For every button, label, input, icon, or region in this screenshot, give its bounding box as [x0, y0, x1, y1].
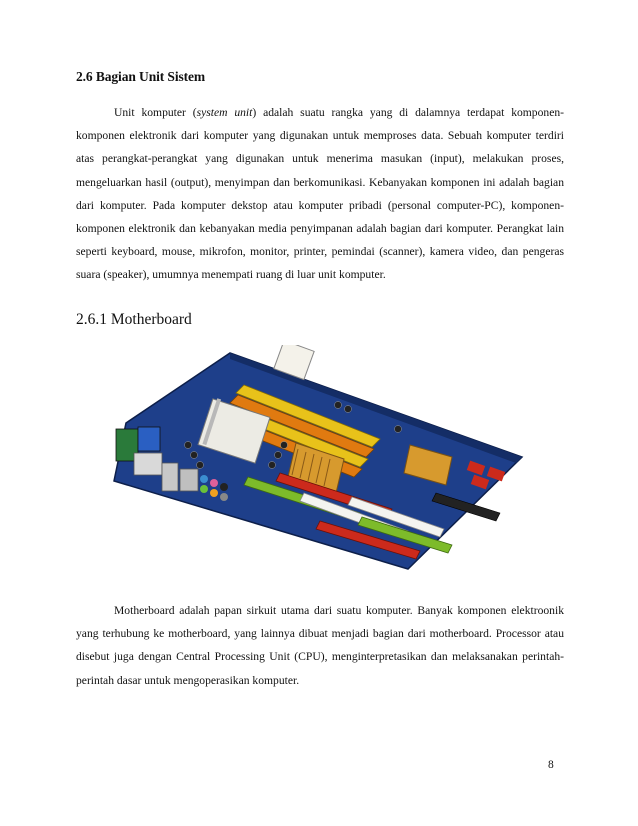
section-heading: 2.6 Bagian Unit Sistem: [76, 69, 206, 84]
paragraph-motherboard: [76, 599, 564, 692]
paragraph-lead: Unit komputer (: [114, 106, 197, 119]
paragraph-rest: ) adalah suatu rangka yang di dalamnya terdapat komponen-komponen elektronik dari komputer yang digunakan untuk memproses data. Sebuah komputer terdiri atas perangkat-perangkat yang digunakan untuk menerima masukan (input), melakukan proses, mengeluarkan hasil (output), menyimpan dan berkomunikasi. Kebanyakan komponen ini adalah bagian dari komputer. Pada komputer dekstop atau komputer pribadi (personal computer-PC), komponen-komponen elektronik dan kebanyakan media penyimpanan adalah bagian dari komputer. Perangkat lain seperti keyboard, mouse, mikrofon, monitor, printer, pemindai (scanner), kamera video, dan pengeras suara (speaker), umumnya menempati ruang di luar unit komputer.: [76, 106, 565, 282]
term-system-unit: system unit: [196, 106, 253, 119]
motherboard-figure: [108, 345, 524, 570]
lan-port: [180, 469, 198, 491]
vga-port: [138, 427, 160, 451]
paragraph-text: Motherboard adalah papan sirkuit utama dari suatu komputer. Banyak komponen elektroonik yang terhubung ke motherboard, yang lainnya dibuat menjadi bagian dari motherboard. Processor atau disebut juga dengan Central Processing Unit (CPU), menginterpretasikan dan melaksanakan perintah-perintah dasar untuk mengoperasikan komputer.: [76, 604, 564, 687]
dvi-port: [134, 453, 162, 475]
paragraph-system-unit: [76, 101, 564, 287]
usb-ports: [162, 463, 178, 491]
motherboard-image: [108, 345, 524, 570]
subsection-heading: 2.6.1 Motherboard: [76, 311, 192, 328]
page-number: 8: [548, 759, 554, 771]
